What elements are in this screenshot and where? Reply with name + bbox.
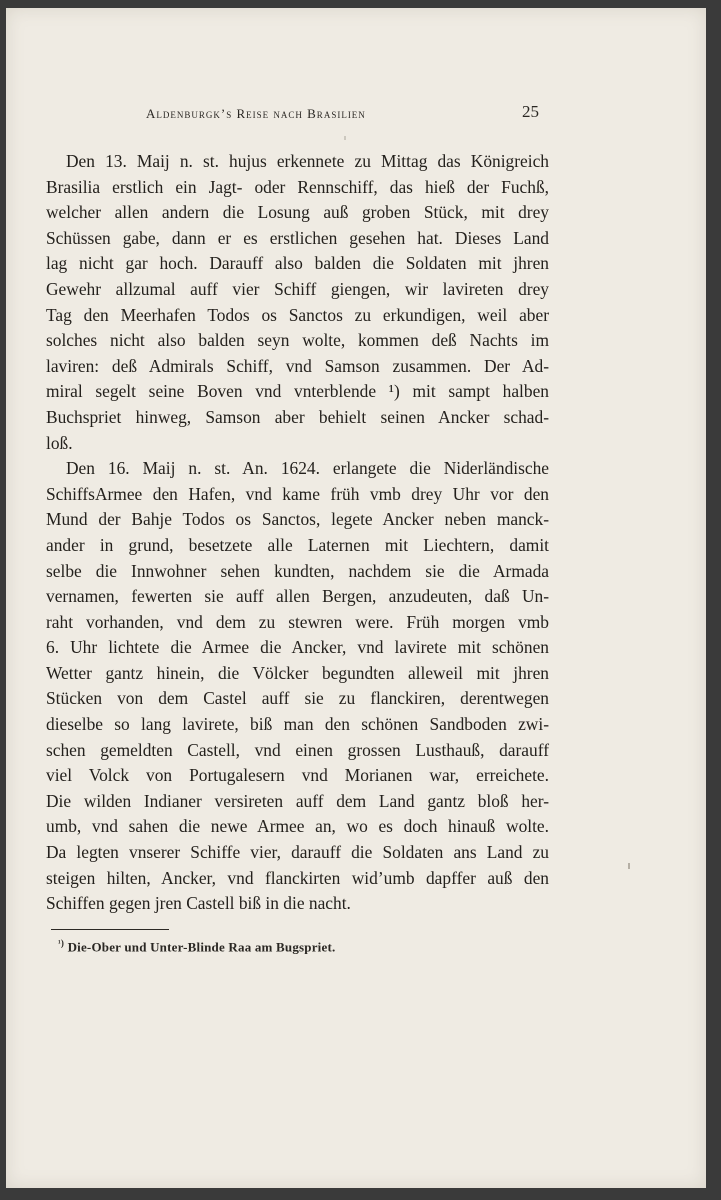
paragraph bbox=[46, 149, 549, 456]
text-line: Tag den Meerhafen Todos os Sanctos zu erkundigen, weil aber bbox=[46, 304, 549, 325]
text-line: Buchspriet hinweg, Samson aber behielt seinen Ancker schad- bbox=[46, 406, 549, 427]
text-line: umb, vnd sahen die newe Armee an, wo es doch hinauß wolte. bbox=[46, 816, 549, 837]
text-line: lag nicht gar hoch. Darauff also balden die Soldaten mit jhren bbox=[46, 253, 549, 274]
text-line: selbe die Innwohner sehen kundten, nachdem sie die Armada bbox=[46, 560, 549, 581]
text-line: dieselbe so lang lavirete, biß man den schönen Sandboden zwi- bbox=[46, 714, 549, 735]
text-line: vernamen, fewerten sie auff allen Bergen, anzudeuten, daß Un- bbox=[46, 586, 549, 607]
text-line: SchiffsArmee den Hafen, vnd kame früh vmb drey Uhr vor den bbox=[46, 483, 549, 504]
text-line: Stücken von dem Castel auff sie zu flanckiren, derentwegen bbox=[46, 688, 549, 709]
text-line: Die wilden Indianer versireten auff dem Land gantz bloß her- bbox=[46, 790, 549, 811]
text-line: welcher allen andern die Losung auß groben Stück, mit drey bbox=[46, 202, 549, 223]
text-line: viel Volck von Portugalesern vnd Morianen war, erreichete. bbox=[46, 765, 549, 786]
text-line: steigen hilten, Ancker, vnd flanckirten wid’umb dapffer auß den bbox=[46, 867, 549, 888]
body-text bbox=[46, 149, 549, 917]
running-head: Aldenburgk’s Reise nach Brasilien bbox=[146, 106, 366, 121]
text-line: schen gemeldten Castell, vnd einen grossen Lusthauß, darauff bbox=[46, 739, 549, 760]
text-line: Wetter gantz hinein, die Völcker begundten alleweil mit jhren bbox=[46, 662, 549, 683]
text-line: 6. Uhr lichtete die Armee die Ancker, vnd lavirete mit schönen bbox=[46, 637, 549, 658]
paper-speck bbox=[344, 136, 346, 140]
page-number: 25 bbox=[522, 102, 539, 121]
text-line: ander in grund, besetzete alle Laternen mit Liechtern, damit bbox=[46, 534, 549, 555]
text-line: Den 16. Maij n. st. An. 1624. erlangete die Niderländische bbox=[66, 458, 549, 479]
text-line: Schiffen gegen jren Castell biß in die nacht. bbox=[46, 893, 351, 914]
footnote-marker: ¹) bbox=[58, 938, 65, 948]
footnote-text: Die-Ober und Unter-Blinde Raa am Bugspriet. bbox=[67, 939, 336, 955]
text-line: Brasilia erstlich ein Jagt- oder Rennschiff, das hieß der Fuchß, bbox=[46, 176, 549, 197]
text-line: solches nicht also balden seyn wolte, kommen deß Nachts im bbox=[46, 330, 549, 351]
text-line: Mund der Bahje Todos os Sanctos, legete Ancker neben manck- bbox=[46, 509, 549, 530]
text-line: miral segelt seine Boven vnd vnterblende ¹) mit sampt halben bbox=[46, 381, 549, 402]
text-line: Schüssen gabe, dann er es erstlichen gesehen hat. Dieses Land bbox=[46, 227, 549, 248]
text-line: laviren: deß Admirals Schiff, vnd Samson zusammen. Der Ad- bbox=[46, 355, 549, 376]
footnote-rule bbox=[51, 929, 169, 930]
book-page bbox=[6, 8, 706, 1188]
text-line: Gewehr allzumal auff vier Schiff giengen, wir lavireten drey bbox=[46, 278, 549, 299]
paper-speck bbox=[628, 863, 630, 869]
text-line: raht vorhanden, vnd dem zu stewren were. Früh morgen vmb bbox=[46, 611, 549, 632]
text-line: Da legten vnserer Schiffe vier, darauff die Soldaten ans Land zu bbox=[46, 842, 549, 863]
paragraph bbox=[46, 456, 549, 917]
footnote bbox=[58, 938, 335, 955]
text-line: Den 13. Maij n. st. hujus erkennete zu Mittag das Königreich bbox=[66, 151, 549, 171]
text-line: loß. bbox=[46, 432, 73, 453]
